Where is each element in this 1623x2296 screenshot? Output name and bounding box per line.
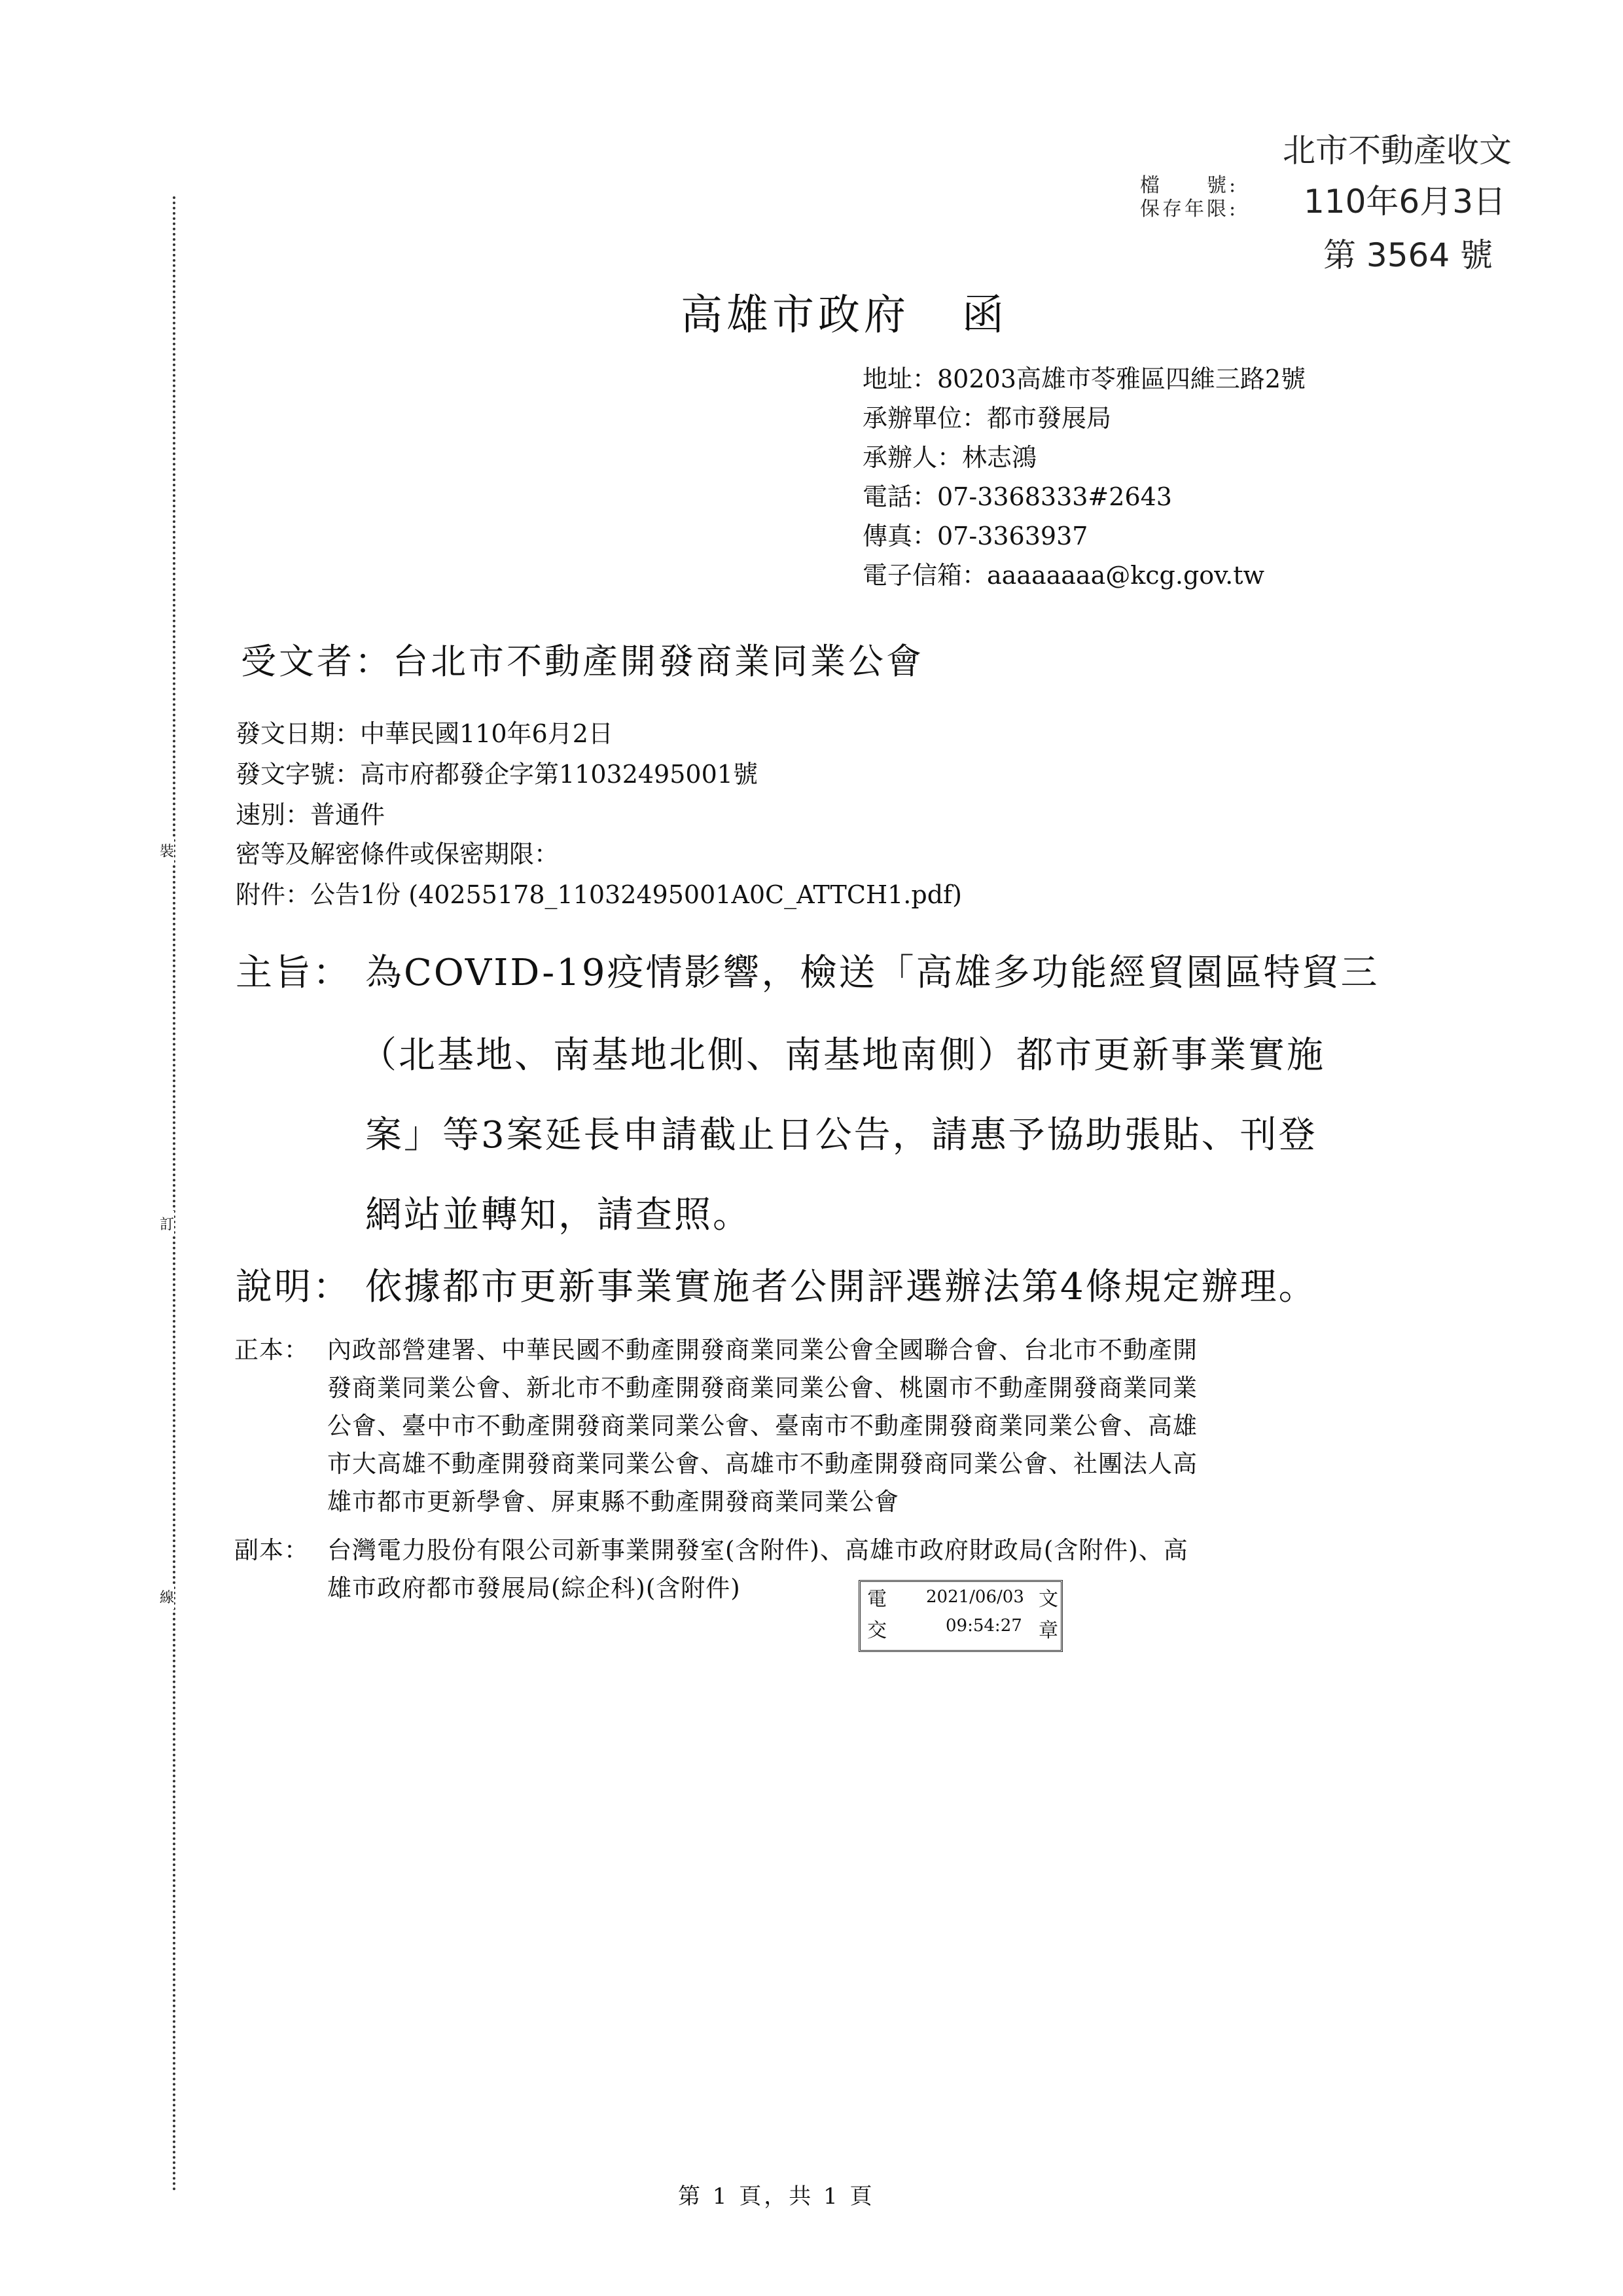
attachment-line: 附件：公告1份 (40255178_11032495001A0C_ATTCH1.pdf) [236,880,962,909]
sender-handler: 承辦人：林志鴻 [863,443,1037,472]
explanation-text: 依據都市更新事業實施者公開評選辦法第4條規定辦理。 [365,1266,1317,1308]
explanation-label: 說明： [236,1266,351,1308]
electronic-exchange-seal [859,1580,1063,1652]
retention-period-label: 保存年限: [1140,198,1239,221]
seal-char: 文 [1039,1588,1058,1611]
original-recipients-line: 市大高雄不動產開發商業同業公會、高雄市不動產開發商同業公會、社團法人高 [327,1450,1198,1478]
receipt-office: 北市不動產收文 [1283,132,1512,170]
seal-char: 章 [1039,1619,1058,1642]
subject-line-1: 為COVID-19疫情影響，檢送「高雄多功能經貿園區特貿三 [365,952,1380,994]
original-recipients-line: 內政部營建署、中華民國不動產開發商業同業公會全國聯合會、台北市不動產開 [327,1336,1198,1364]
file-number-label: 檔 號: [1140,174,1239,197]
seal-char: 交 [867,1619,887,1642]
sender-email: 電子信箱：aaaaaaaa@kcg.gov.tw [863,561,1264,590]
delivery-speed: 速別：普通件 [236,800,385,829]
sender-phone: 電話：07-3368333#2643 [863,482,1172,511]
sender-unit: 承辦單位：都市發展局 [863,404,1112,433]
binding-mark-staple: 訂 [160,1211,174,1236]
binding-mark-bind: 裝 [160,838,174,863]
seal-char: 電 [867,1588,887,1611]
subject-line-4: 網站並轉知，請查照。 [365,1194,751,1236]
reference-number: 發文字號：高市府都發企字第11032495001號 [236,760,758,789]
document-title: 高雄市政府 [681,291,910,340]
receipt-date: 110年6月3日 [1304,183,1507,221]
original-recipients-line: 發商業同業公會、新北市不動產開發商業同業公會、桃園市不動產開發商業同業 [327,1374,1198,1402]
binding-mark-line: 線 [160,1584,174,1609]
copy-recipients-label: 副本： [234,1536,309,1564]
subject-line-3: 案」等3案延長申請截止日公告，請惠予協助張貼、刊登 [365,1114,1317,1157]
document-type: 函 [962,291,1004,340]
page-footer: 第 1 頁，共 1 頁 [678,2183,875,2210]
sender-fax: 傳真：07-3363937 [863,522,1088,550]
copy-recipients-line: 雄市政府都市發展局(綜企科)(含附件) [327,1574,741,1602]
subject-line-2: （北基地、南基地北側、南基地南側）都市更新事業實施 [360,1034,1325,1077]
recipient-line: 受文者：台北市不動產開發商業同業公會 [241,641,924,682]
original-recipients-line: 雄市都市更新學會、屏東縣不動產開發商業同業公會 [327,1488,899,1516]
sender-address: 地址：80203高雄市苓雅區四維三路2號 [863,365,1306,393]
seal-date: 2021/06/03 [926,1587,1024,1607]
original-recipients-label: 正本： [234,1336,309,1364]
subject-label: 主旨： [236,952,351,994]
binding-dotted-line [173,196,175,2193]
issue-date: 發文日期：中華民國110年6月2日 [236,719,613,748]
seal-time: 09:54:27 [946,1616,1022,1636]
original-recipients-line: 公會、臺中市不動產開發商業同業公會、臺南市不動產開發商業同業公會、高雄 [327,1412,1198,1440]
receipt-number: 第 3564 號 [1323,236,1493,274]
copy-recipients-line: 台灣電力股份有限公司新事業開發室(含附件)、高雄市政府財政局(含附件)、高 [327,1536,1188,1564]
security-classification: 密等及解密條件或保密期限： [236,840,560,869]
